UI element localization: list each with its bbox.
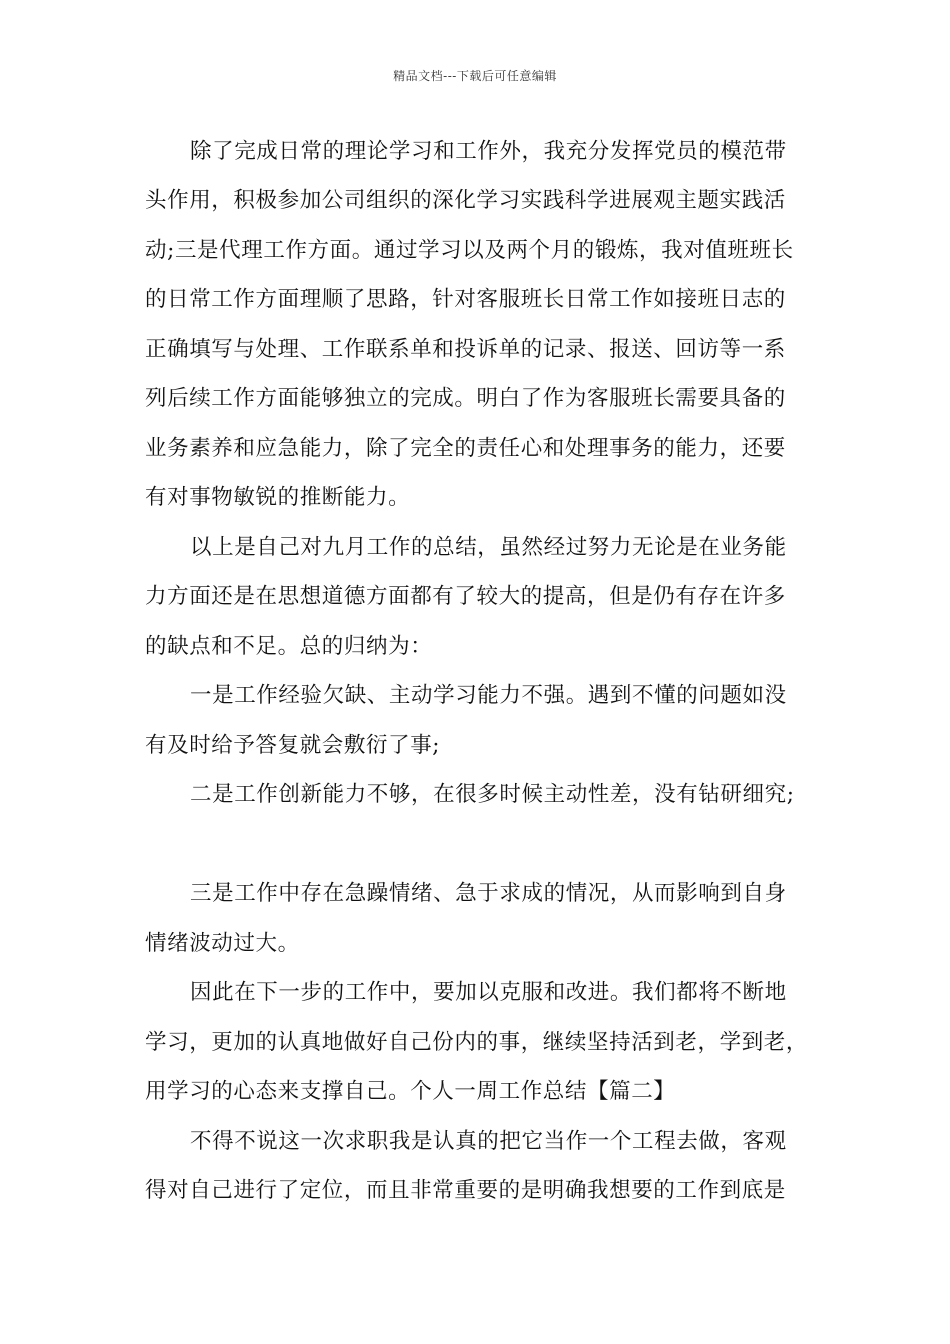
text-line: 二是工作创新能力不够，在很多时候主动性差，没有钻研细究; xyxy=(190,782,795,807)
text-line: 除了完成日常的理论学习和工作外，我充分发挥党员的模范带 xyxy=(190,139,787,164)
text-line: 以上是自己对九月工作的总结，虽然经过努力无论是在业务能 xyxy=(190,535,787,560)
text-line: 的缺点和不足。总的归纳为： xyxy=(145,634,433,659)
text-line: 业务素养和应急能力，除了完全的责任心和处理事务的能力，还要 xyxy=(145,436,786,461)
text-line: 情绪波动过大。 xyxy=(145,931,300,956)
text-line: 力方面还是在思想道德方面都有了较大的提高，但是仍有存在许多 xyxy=(145,584,786,609)
text-line: 因此在下一步的工作中，要加以克服和改进。我们都将不断地 xyxy=(190,980,787,1005)
text-line: 一是工作经验欠缺、主动学习能力不强。遇到不懂的问题如没 xyxy=(190,683,787,708)
text-line: 的日常工作方面理顺了思路，针对客服班长日常工作如接班日志的 xyxy=(145,287,786,312)
text-line: 正确填写与处理、工作联系单和投诉单的记录、报送、回访等一系 xyxy=(145,337,786,362)
header-note: 精品文档---下载后可任意编辑 xyxy=(393,69,557,83)
text-line: 列后续工作方面能够独立的完成。明白了作为客服班长需要具备的 xyxy=(145,386,786,411)
text-line: 不得不说这一次求职我是认真的把它当作一个工程去做，客观 xyxy=(190,1129,787,1154)
text-line: 得对自己进行了定位，而且非常重要的是明确我想要的工作到底是 xyxy=(145,1178,786,1203)
text-line: 有及时给予答复就会敷衍了事; xyxy=(145,733,441,758)
text-line: 三是工作中存在急躁情绪、急于求成的情况，从而影响到自身 xyxy=(190,881,787,906)
text-line: 学习，更加的认真地做好自己份内的事，继续坚持活到老，学到老， xyxy=(145,1030,809,1055)
text-line: 头作用，积极参加公司组织的深化学习实践科学进展观主题实践活 xyxy=(145,188,786,213)
text-line: 动;三是代理工作方面。通过学习以及两个月的锻炼，我对值班班长 xyxy=(145,238,794,263)
text-line: 有对事物敏锐的推断能力。 xyxy=(145,485,411,510)
text-line: 用学习的心态来支撑自己。个人一周工作总结【篇二】 xyxy=(145,1079,676,1104)
